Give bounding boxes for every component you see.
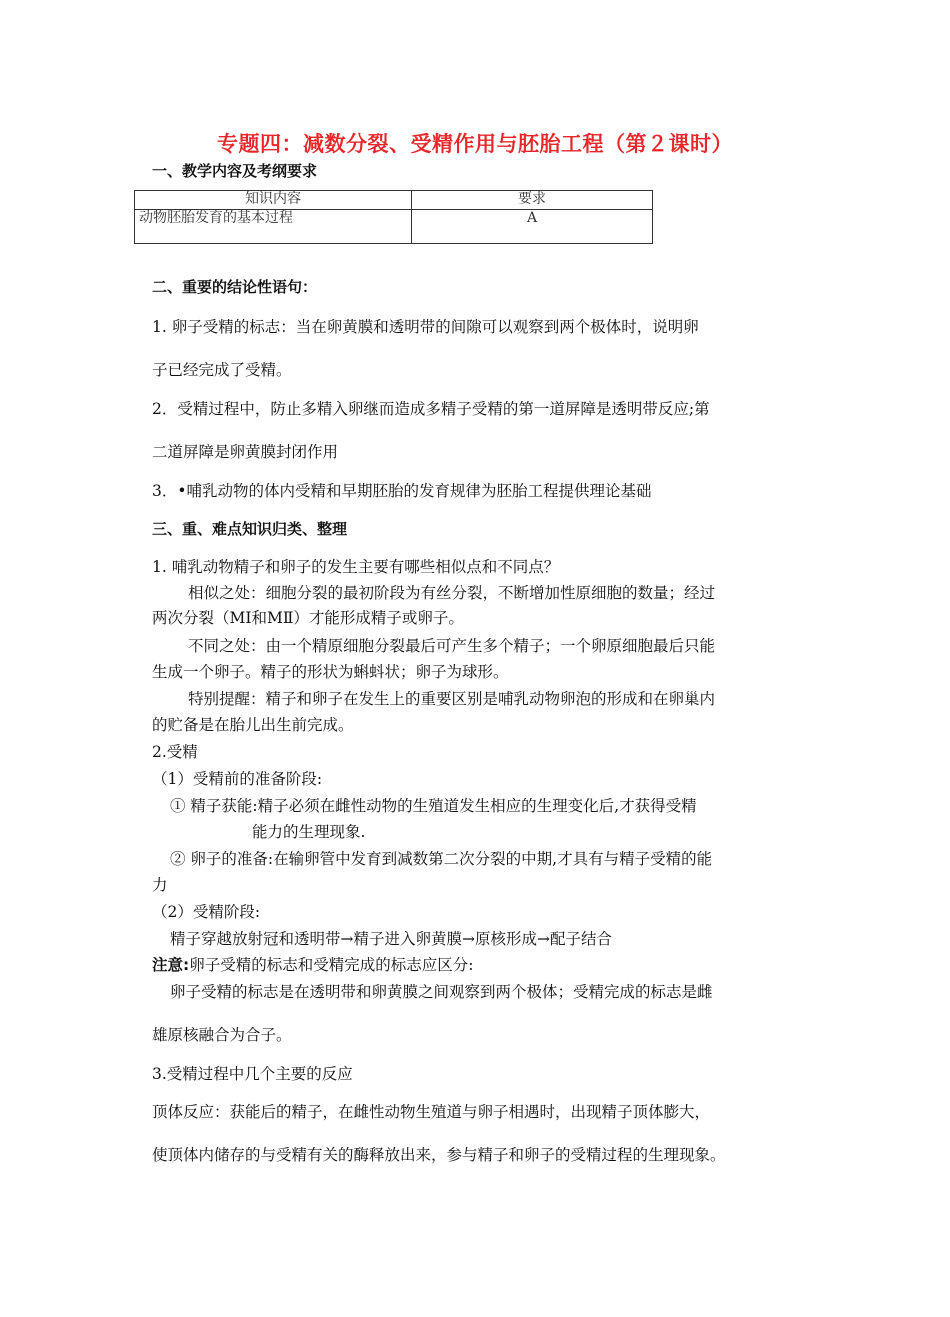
special-line-2: 的贮备是在胎儿出生前完成。: [152, 716, 354, 734]
conclusion-1-line-2: 子已经完成了受精。: [152, 361, 292, 379]
conclusion-3: 3．•哺乳动物的体内受精和早期胚胎的发育规律为胚胎工程提供理论基础: [152, 482, 652, 500]
note-label: 注意:: [152, 956, 190, 974]
note-detail-line-1: 卵子受精的标志是在透明带和卵黄膜之间观察到两个极体；受精完成的标志是雌: [170, 983, 713, 1001]
egg-prep-line-1: ② 卵子的准备:在输卵管中发育到减数第二次分裂的中期,才具有与精子受精的能: [170, 850, 713, 868]
prep-stage-heading: （1）受精前的准备阶段:: [152, 770, 323, 788]
requirements-table: [134, 190, 653, 244]
section3-heading: 三、重、难点知识归类、整理: [152, 520, 348, 538]
capacitation-line-2: 能力的生理现象.: [252, 823, 366, 841]
acrosome-line-2: 使顶体内储存的与受精有关的酶释放出来，参与精子和卵子的受精过程的生理现象。: [152, 1146, 726, 1164]
note-text: 卵子受精的标志和受精完成的标志应区分:: [189, 956, 474, 974]
table-header-cell: 知识内容: [135, 191, 412, 210]
question-1: 1. 哺乳动物精子和卵子的发生主要有哪些相似点和不同点？: [152, 558, 560, 576]
fertilization-stage-heading: （2）受精阶段:: [152, 903, 261, 921]
note-detail-line-2: 雄原核融合为合子。: [152, 1026, 292, 1044]
section1-heading: 一、教学内容及考纲要求: [152, 162, 318, 180]
special-line-1: 特别提醒：精子和卵子在发生上的重要区别是哺乳动物卵泡的形成和在卵巢内: [188, 690, 716, 708]
table-header-row: [135, 191, 653, 210]
table-cell: A: [412, 210, 653, 244]
similar-line-1: 相似之处：细胞分裂的最初阶段为有丝分裂，不断增加性原细胞的数量；经过: [188, 584, 716, 602]
question-2: 2.受精: [152, 743, 198, 761]
acrosome-line-1: 顶体反应：获能后的精子，在雌性动物生殖道与卵子相遇时，出现精子顶体膨大，: [152, 1103, 711, 1121]
conclusion-1-line-1: 1. 卵子受精的标志：当在卵黄膜和透明带的间隙可以观察到两个极体时，说明卵: [152, 318, 699, 336]
similar-line-2: 两次分裂（MⅠ和MⅡ）才能形成精子或卵子。: [152, 609, 464, 627]
table-header-cell: 要求: [412, 191, 653, 210]
note-line: [152, 953, 473, 975]
table-cell: 动物胚胎发育的基本过程: [135, 210, 412, 244]
egg-prep-line-2: 力: [152, 876, 168, 894]
conclusion-2-line-1: 2．受精过程中，防止多精入卵继而造成多精子受精的第一道屏障是透明带反应;第: [152, 400, 710, 418]
section2-heading: 二、重要的结论性语句：: [152, 278, 318, 296]
capacitation-line-1: ① 精子获能:精子必须在雌性动物的生殖道发生相应的生理变化后,才获得受精: [170, 797, 697, 815]
different-line-1: 不同之处：由一个精原细胞分裂最后可产生多个精子；一个卵原细胞最后只能: [188, 637, 716, 655]
question-3: 3.受精过程中几个主要的反应: [152, 1065, 353, 1083]
page-title: 专题四：减数分裂、受精作用与胚胎工程（第２课时）: [217, 132, 733, 156]
conclusion-2-line-2: 二道屏障是卵黄膜封闭作用: [152, 443, 339, 461]
table-row: [135, 210, 653, 244]
fertilization-sequence: 精子穿越放射冠和透明带→精子进入卵黄膜→原核形成→配子结合: [170, 930, 612, 948]
different-line-2: 生成一个卵子。精子的形状为蝌蚪状；卵子为球形。: [152, 663, 509, 681]
